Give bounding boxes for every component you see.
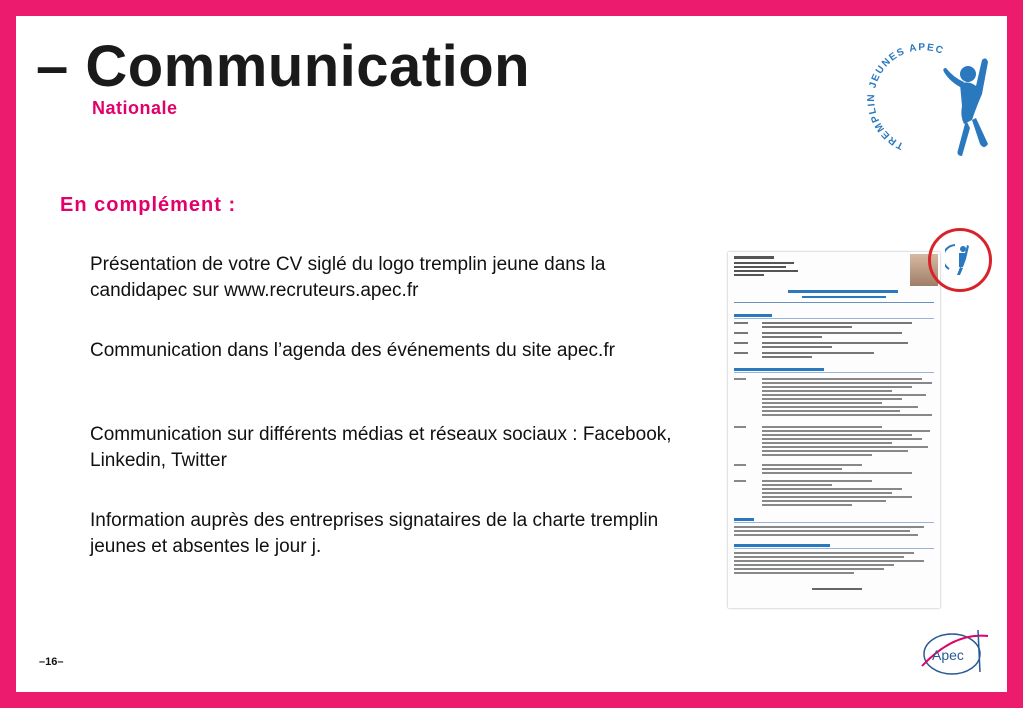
tremplin-mini-logo-icon — [945, 241, 975, 277]
paragraph-companies: Information auprès des entreprises signataires de la charte tremplin jeunes et absentes le jour j. — [90, 510, 659, 557]
svg-text:TREMPLIN JEUNES APEC — [866, 42, 946, 151]
cv-thumbnail — [728, 252, 940, 608]
slide — [16, 16, 1007, 692]
tremplin-jeunes-logo — [864, 32, 1004, 172]
section-title: En complément : — [60, 194, 237, 216]
apec-logo-text: Apec — [932, 647, 964, 663]
paragraph-cv: Présentation de votre CV siglé du logo tremplin jeune dans la candidapec sur www.recruteurs.apec.fr — [90, 254, 606, 301]
highlight-circle — [928, 228, 992, 292]
tremplin-logo-text: TREMPLIN JEUNES APEC — [866, 42, 946, 152]
paragraph-social: Communication sur différents médias et réseaux sociaux : Facebook, Linkedin, Twitter — [90, 424, 672, 471]
cv-document-image — [728, 252, 940, 608]
page-number: –16– — [39, 656, 64, 668]
paragraph-agenda: Communication dans l’agenda des événements du site apec.fr — [90, 340, 615, 361]
page-title: – Communication — [36, 34, 531, 99]
apec-logo — [914, 626, 994, 678]
page-subtitle: Nationale — [92, 98, 178, 118]
